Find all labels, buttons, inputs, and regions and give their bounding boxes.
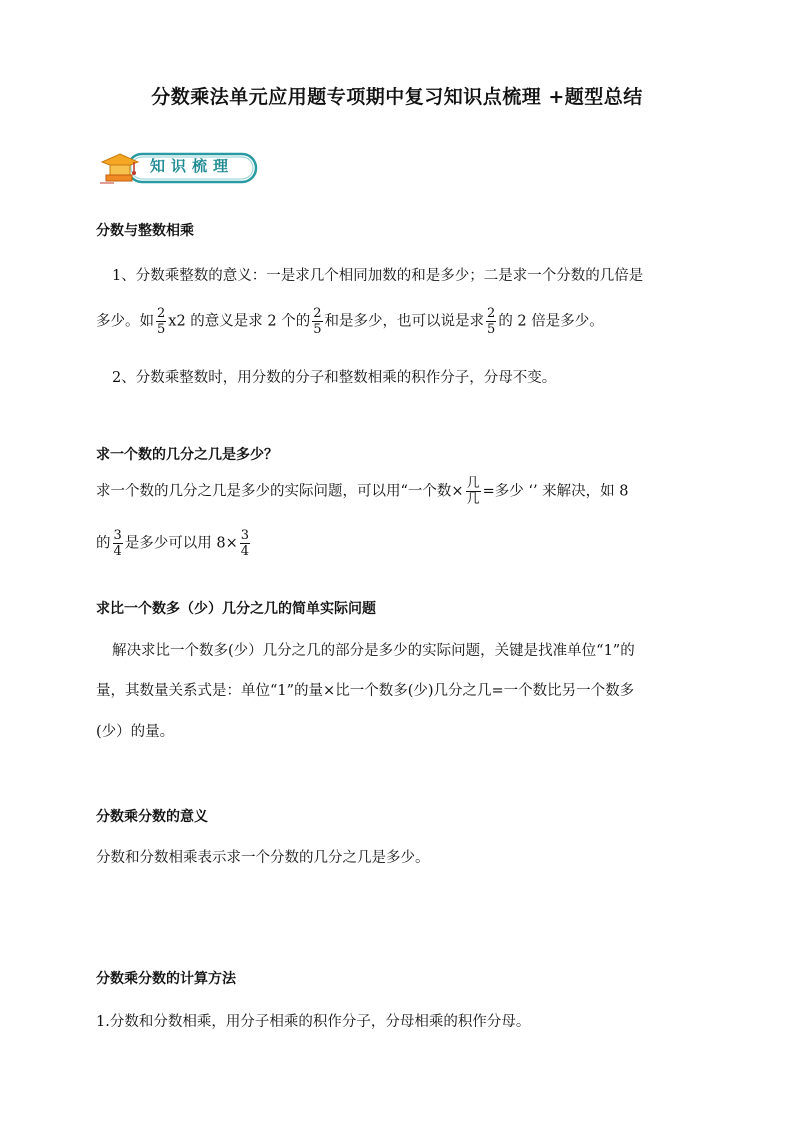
text-segment: 的 — [96, 535, 111, 552]
fraction — [156, 306, 166, 337]
fraction-numerator: 2 — [487, 306, 496, 321]
fraction-denominator: 几 — [466, 492, 480, 507]
fraction-denominator: 4 — [240, 544, 250, 559]
section-heading-fraction-of-number: 求一个数的几分之几是多少？ — [96, 447, 278, 463]
paragraph-fraction-of-number-line2 — [96, 528, 252, 559]
paragraph-meaning-line1: 1、分数乘整数的意义：一是求几个相同加数的和是多少；二是求一个分数的几倍是 — [112, 268, 644, 284]
text-segment: 多少。如 — [96, 313, 154, 330]
fraction-numerator: 3 — [240, 528, 250, 543]
fraction-denominator: 5 — [157, 322, 166, 337]
paragraph-fraction-times-fraction-meaning: 分数和分数相乘表示求一个分数的几分之几是多少。 — [96, 850, 430, 866]
paragraph-fraction-of-number-line1 — [96, 476, 629, 507]
text-segment: 是多少可以用 8× — [124, 535, 238, 552]
fraction — [240, 528, 250, 559]
knowledge-badge — [98, 148, 260, 188]
paragraph-rule: 2、分数乘整数时，用分数的分子和整数相乘的积作分子，分母不变。 — [112, 370, 557, 386]
fraction-numerator: 3 — [113, 528, 122, 543]
section-heading-fraction-times-fraction-meaning: 分数乘分数的意义 — [96, 809, 208, 825]
section-heading-more-less-fraction: 求比一个数多（少）几分之几的简单实际问题 — [96, 601, 376, 617]
paragraph-more-less-line1: 解决求比一个数多(少）几分之几的部分是多少的实际问题，关键是找准单位“1”的 — [112, 643, 635, 659]
badge-label: 知识梳理 — [149, 157, 234, 175]
fraction-numerator: 2 — [313, 306, 322, 321]
fraction-numerator: 几 — [466, 476, 480, 491]
fraction — [466, 476, 481, 507]
fraction-denominator: 5 — [313, 322, 322, 337]
page-title: 分数乘法单元应用题专项期中复习知识点梳理 +题型总结 — [151, 86, 643, 108]
paragraph-more-less-line2: 量，其数量关系式是：单位“1”的量×比一个数多(少)几分之几=一个数比另一个数多 — [96, 683, 635, 699]
fraction — [312, 306, 322, 337]
fraction-denominator: 5 — [487, 322, 496, 337]
text-segment: 求一个数的几分之几是多少的实际问题，可以用“一个数× — [96, 483, 464, 500]
fraction-numerator: 2 — [157, 306, 166, 321]
text-segment: 的 2 倍是多少。 — [498, 313, 604, 330]
text-segment: =多少 ‘’ 来解决，如 8 — [482, 483, 629, 500]
fraction-denominator: 4 — [113, 544, 122, 559]
fraction — [113, 528, 123, 559]
paragraph-more-less-line3: (少）的量。 — [96, 724, 175, 740]
text-segment: x2 的意义是求 2 个的 — [168, 313, 311, 330]
text-segment: 和是多少，也可以说是求 — [324, 313, 485, 330]
section-heading-fraction-times-integer: 分数与整数相乘 — [96, 223, 194, 239]
paragraph-fraction-times-fraction-method: 1.分数和分数相乘，用分子相乘的积作分子，分母相乘的积作分母。 — [96, 1014, 531, 1030]
section-heading-fraction-times-fraction-method: 分数乘分数的计算方法 — [96, 971, 236, 987]
fraction — [486, 306, 496, 337]
paragraph-meaning-line2 — [96, 306, 604, 337]
